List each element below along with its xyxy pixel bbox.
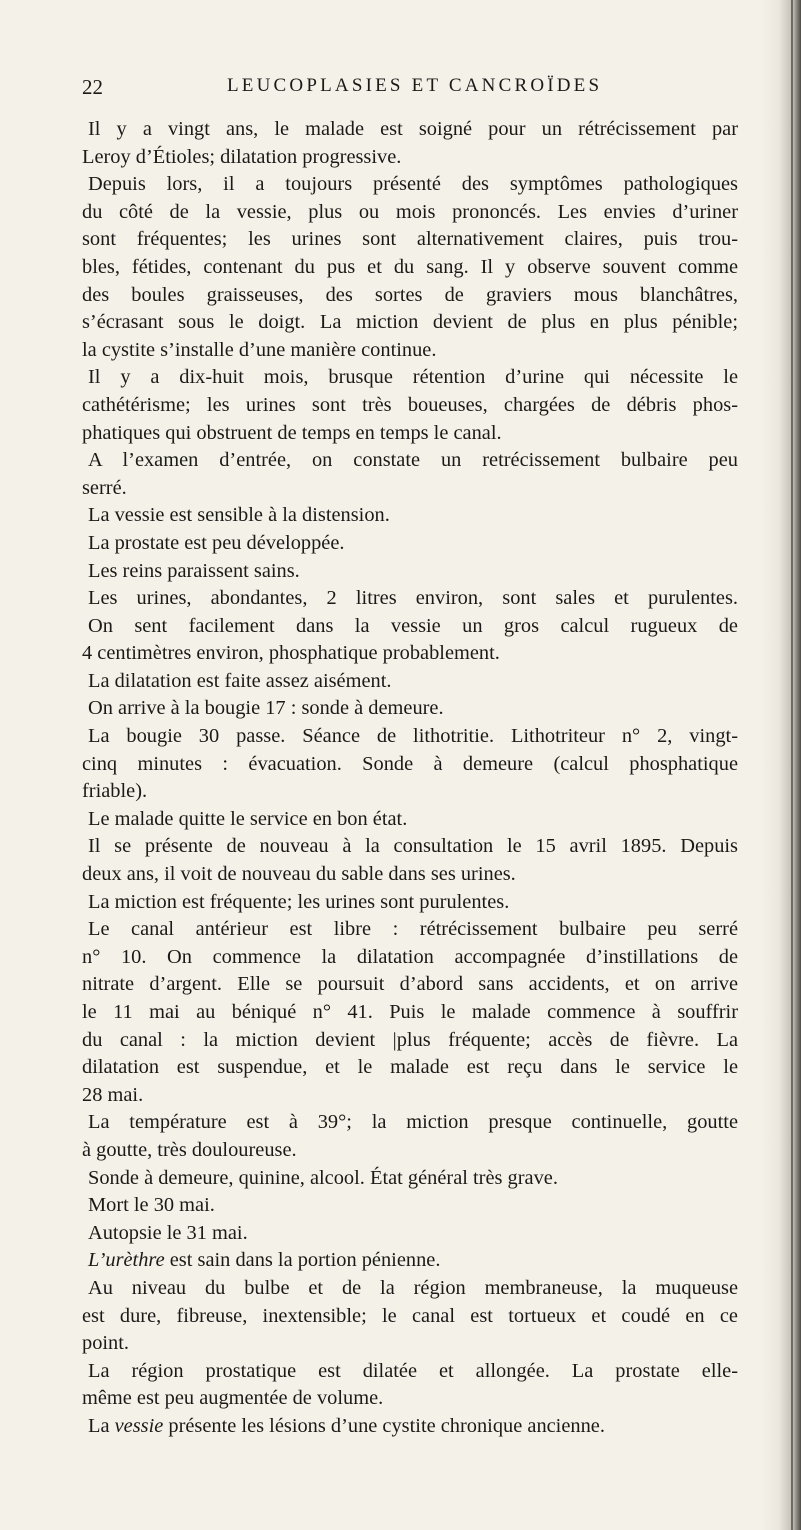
text-line: [82, 254, 738, 282]
text-line-content: Les urines, abondantes, 2 litres environ, sont sales et purulentes.: [88, 587, 738, 610]
text-line-content: Autopsie le 31 mai.: [88, 1221, 248, 1244]
text-line-content: du côté de la vessie, plus ou mois prononcés. Les envies d’uriner: [82, 200, 738, 223]
text-line: [82, 751, 738, 779]
text-line: [88, 530, 738, 558]
page-header: [82, 75, 732, 105]
text-line: [88, 116, 738, 144]
text-line-content: Les reins paraissent sains.: [88, 559, 300, 582]
text-line-content: est dure, fibreuse, inextensible; le canal est tortueux et coudé en ce: [82, 1304, 738, 1327]
text-line-content: La dilatation est faite assez aisément.: [88, 669, 392, 692]
text-line: [88, 1220, 738, 1248]
text-line-content: dilatation est suspendue, et le malade est reçu dans le service le: [82, 1056, 738, 1079]
text-line: [82, 778, 738, 806]
text-line-content: point.: [82, 1332, 130, 1355]
text-line-content: Leroy d’Étioles; dilatation progressive.: [82, 145, 402, 168]
text-line-content: Il y a dix-huit mois, brusque rétention d’urine qui nécessite le: [88, 366, 738, 389]
text-line-content: des boules graisseuses, des sortes de graviers mous blanchâtres,: [82, 283, 738, 306]
body-text: [82, 116, 738, 1441]
text-line-content: La région prostatique est dilatée et allongée. La prostate elle-: [88, 1359, 738, 1382]
text-line: [88, 723, 738, 751]
text-line: [82, 1082, 738, 1110]
text-line-content: 28 mai.: [82, 1083, 144, 1106]
text-line-content: deux ans, il voit de nouveau du sable dans ses urines.: [82, 863, 516, 886]
text-line: [88, 558, 738, 586]
text-line-content: Il se présente de nouveau à la consultation le 15 avril 1895. Depuis: [88, 835, 738, 858]
italic-term: vessie: [114, 1414, 164, 1437]
text-line-content: serré.: [82, 476, 127, 499]
text-line-content: La prostate est peu développée.: [88, 531, 345, 554]
text-line: [88, 1247, 738, 1275]
text-line-content: s’écrasant sous le doigt. La miction devient de plus en plus pénible;: [82, 311, 738, 334]
text-line: [82, 1054, 738, 1082]
text-line-content: nitrate d’argent. Elle se poursuit d’abord sans accidents, et on arrive: [82, 973, 738, 996]
text-line: [88, 916, 738, 944]
text-line: [88, 889, 738, 917]
text-line-content: phatiques qui obstruent de temps en temps le canal.: [82, 421, 502, 444]
text-line: [88, 695, 738, 723]
text-line: [88, 1192, 738, 1220]
text-line: [88, 613, 738, 641]
text-line: [88, 1358, 738, 1386]
text-line: [82, 309, 738, 337]
text-line-content: Sonde à demeure, quinine, alcool. État général très grave.: [88, 1166, 558, 1189]
text-line-content: est sain dans la portion pénienne.: [164, 1249, 441, 1272]
text-line-content: La vessie est sensible à la distension.: [88, 504, 390, 527]
text-line-prefix: La: [88, 1414, 115, 1437]
text-line: [88, 502, 738, 530]
text-line: [82, 475, 738, 503]
text-line-content: présente les lésions d’une cystite chronique ancienne.: [163, 1414, 605, 1437]
text-line-content: le 11 mai au béniqué n° 41. Puis le malade commence à souffrir: [82, 1001, 738, 1023]
text-line: [82, 226, 738, 254]
text-line: [82, 392, 738, 420]
text-line: [88, 668, 738, 696]
text-line: [88, 1413, 738, 1441]
text-line: [82, 337, 738, 365]
text-line-content: On arrive à la bougie 17 : sonde à demeure.: [88, 697, 444, 720]
text-line-content: Au niveau du bulbe et de la région membraneuse, la muqueuse: [88, 1276, 738, 1299]
text-line-content: Le canal antérieur est libre : rétrécissement bulbaire peu serré: [88, 918, 738, 941]
text-line-content: La miction est fréquente; les urines sont purulentes.: [88, 890, 510, 913]
text-line-content: du canal : la miction devient |plus fréquente; accès de fièvre. La: [82, 1028, 738, 1051]
text-line: [82, 282, 738, 310]
text-line: [82, 1137, 738, 1165]
text-line: [88, 447, 738, 475]
text-line-content: bles, fétides, contenant du pus et du sang. Il y observe souvent comme: [82, 255, 738, 278]
text-line-content: Depuis lors, il a toujours présenté des symptômes pathologiques: [88, 173, 738, 196]
text-line: [82, 1330, 738, 1358]
text-line-content: Mort le 30 mai.: [88, 1194, 215, 1217]
text-line: [82, 420, 738, 448]
text-line: [82, 1385, 738, 1413]
text-line-content: La bougie 30 passe. Séance de lithotritie. Lithotriteur n° 2, vingt-: [88, 725, 738, 748]
text-line: [82, 861, 738, 889]
text-line: [82, 1027, 738, 1055]
running-title: LEUCOPLASIES ET CANCROÏDES: [227, 75, 603, 96]
text-line-content: même est peu augmentée de volume.: [82, 1387, 384, 1410]
text-line: [88, 585, 738, 613]
text-line: [88, 364, 738, 392]
text-line: [82, 971, 738, 999]
text-line: [88, 1165, 738, 1193]
text-line-content: 4 centimètres environ, phosphatique probablement.: [82, 642, 500, 665]
text-line: [82, 944, 738, 972]
text-line-content: n° 10. On commence la dilatation accompagnée d’instillations de: [82, 945, 738, 968]
text-line-content: Le malade quitte le service en bon état.: [88, 807, 408, 830]
text-line-content: à goutte, très douloureuse.: [82, 1138, 297, 1161]
text-line: [82, 144, 738, 172]
text-line-content: Il y a vingt ans, le malade est soigné pour un rétrécissement par: [88, 118, 738, 140]
text-line: [88, 1275, 738, 1303]
text-line: [88, 833, 738, 861]
text-line-content: A l’examen d’entrée, on constate un retrécissement bulbaire peu: [88, 449, 738, 472]
text-line: [82, 999, 738, 1027]
page-edge-line: [791, 0, 793, 1530]
text-line-content: On sent facilement dans la vessie un gros calcul rugueux de: [88, 614, 738, 637]
text-line: [88, 806, 738, 834]
italic-term: L’urèthre: [88, 1249, 165, 1272]
text-line: [82, 1303, 738, 1331]
page-edge-shadow: [761, 0, 801, 1530]
text-line-content: cathétérisme; les urines sont très boueuses, chargées de débris phos-: [82, 393, 738, 416]
page-number: 22: [82, 75, 103, 99]
text-line-content: sont fréquentes; les urines sont alternativement claires, puis trou-: [82, 228, 738, 251]
text-line-content: la cystite s’installe d’une manière continue.: [82, 338, 437, 361]
text-line: [88, 171, 738, 199]
text-line-content: cinq minutes : évacuation. Sonde à demeure (calcul phosphatique: [82, 752, 738, 775]
text-line: [88, 1109, 738, 1137]
text-line: [82, 199, 738, 227]
text-line-content: La température est à 39°; la miction presque continuelle, goutte: [88, 1111, 738, 1134]
text-line-content: friable).: [82, 780, 148, 803]
text-line: [82, 640, 738, 668]
